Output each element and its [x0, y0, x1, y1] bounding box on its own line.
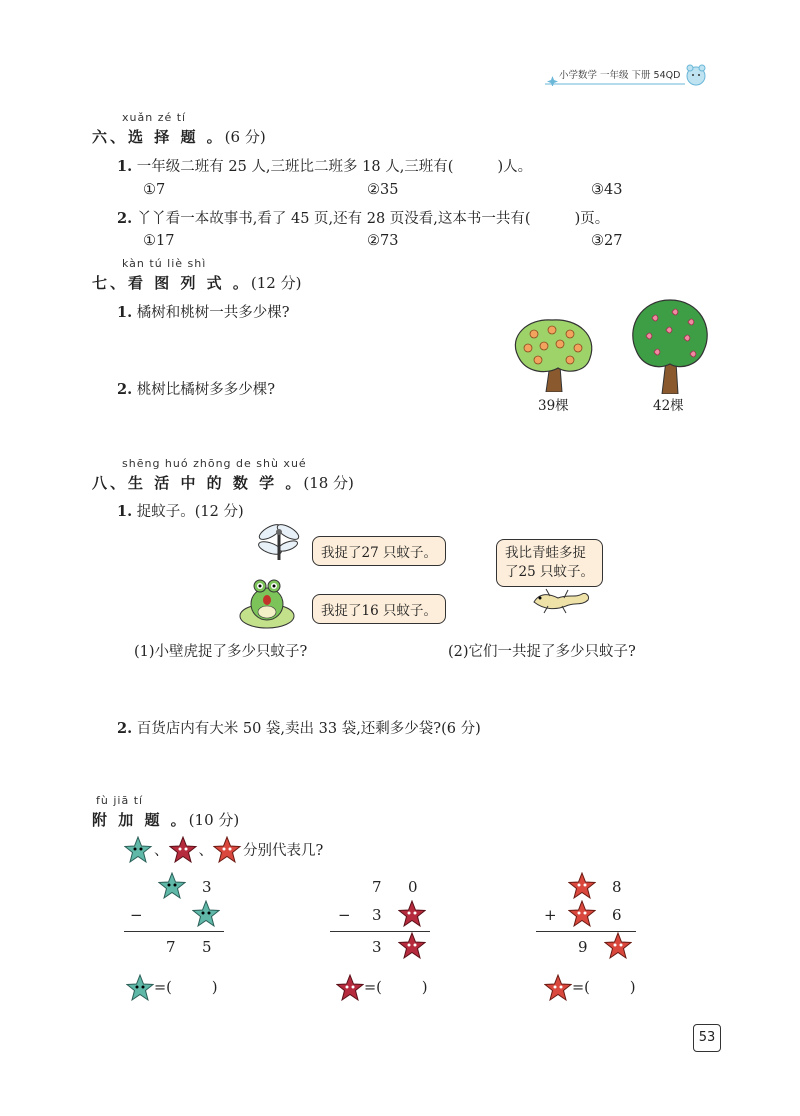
puzzle2-mid-digit: 3 [372, 906, 382, 924]
section6-pinyin: xuǎn zé tí [122, 111, 187, 124]
dragonfly-speech-bubble: 我捉了27 只蚊子。 [312, 536, 446, 566]
puzzle1-operator: − [130, 906, 143, 924]
puzzle3-mid-digit: 6 [612, 906, 622, 924]
puzzle2-operator: − [338, 906, 351, 924]
q1-option-2[interactable]: ②35 [367, 182, 399, 198]
red-starfish-icon [169, 836, 199, 866]
puzzle1-top-digit: 3 [202, 878, 212, 896]
section8-title: 八、生 活 中 的 数 学 。(18 分) [92, 474, 354, 492]
dragonfly-icon [256, 522, 302, 562]
gecko-icon [530, 586, 592, 614]
puzzle2-red-star-mid [398, 900, 426, 928]
puzzle2-top-ones: 0 [408, 878, 418, 896]
gecko-bubble-line1: 我比青蛙多捉 [505, 545, 586, 561]
header-text: 小学数学 一年级 下册 54QD [559, 70, 681, 81]
puzzle3-result-tens: 9 [578, 938, 588, 956]
puzzle3-answer-star [544, 974, 572, 1002]
q2-option-1[interactable]: ①17 [143, 233, 175, 249]
orange-tree-count: 39棵 [538, 398, 569, 414]
teal-starfish-icon [124, 836, 154, 866]
section6-title: 六、选 择 题 。(6 分) [92, 128, 266, 146]
puzzle1-result-tens: 7 [166, 938, 176, 956]
bonus-question [124, 836, 323, 866]
peach-tree-count: 42棵 [653, 398, 684, 414]
puzzle1-answer: =( ) [126, 974, 217, 1002]
section8-sub2: (2)它们一共捉了多少只蚊子? [448, 644, 636, 660]
frog-speech-bubble: 我捉了16 只蚊子。 [312, 594, 446, 624]
bonus-question-text: 分别代表几? [243, 843, 324, 859]
section7-q2: 2. 桃树比橘树多多少棵? [117, 381, 276, 398]
bear-icon [685, 64, 707, 86]
orange-starfish-icon [213, 836, 243, 866]
puzzle2-red-star-result [398, 932, 426, 960]
section8-q2: 2. 百货店内有大米 50 袋,卖出 33 袋,还剩多少袋?(6 分) [117, 720, 481, 737]
puzzle1-result-ones: 5 [202, 938, 212, 956]
puzzle3-orange-star-result [604, 932, 632, 960]
section8-sub1: (1)小壁虎捉了多少只蚊子? [134, 644, 308, 660]
section7-pinyin: kàn tú liè shì [122, 257, 207, 270]
puzzle3-orange-star-top [568, 872, 596, 900]
puzzle3-answer: =( ) [544, 974, 635, 1002]
section7-q1: 1. 橘树和桃树一共多少棵? [117, 304, 290, 321]
puzzle3-orange-star-mid [568, 900, 596, 928]
header-banner [545, 64, 705, 86]
puzzle1-answer-star [126, 974, 154, 1002]
puzzle2-top-tens: 7 [372, 878, 382, 896]
bonus-separator-2: 、 [198, 843, 213, 859]
section6-q2: 2. 丫丫看一本故事书,看了 45 页,还有 28 页没看,这本书一共有( )页。 [117, 210, 610, 227]
gecko-bubble-line2: 了25 只蚊子。 [505, 564, 594, 580]
gecko-speech-bubble [496, 539, 603, 587]
section8-pinyin: shēng huó zhōng de shù xué [122, 457, 307, 470]
peach-tree-icon [628, 298, 712, 394]
puzzle3-top-digit: 8 [612, 878, 622, 896]
page-number: 53 [693, 1024, 721, 1052]
puzzle2-answer-star [336, 974, 364, 1002]
section7-title: 七、看 图 列 式 。(12 分) [92, 274, 302, 292]
q2-option-3[interactable]: ③27 [591, 233, 623, 249]
puzzle1-line [124, 931, 224, 932]
puzzle2-answer: =( ) [336, 974, 427, 1002]
bonus-separator-1: 、 [154, 843, 169, 859]
q2-option-2[interactable]: ②73 [367, 233, 399, 249]
puzzle3-operator: + [544, 906, 557, 924]
puzzle2-result-tens: 3 [372, 938, 382, 956]
orange-tree-icon [508, 316, 598, 392]
section8-q1: 1. 捉蚊子。(12 分) [117, 503, 244, 520]
section6-q1: 1. 一年级二班有 25 人,三班比二班多 18 人,三班有( )人。 [117, 158, 533, 175]
q1-option-3[interactable]: ③43 [591, 182, 623, 198]
bonus-pinyin: fù jiā tí [96, 794, 144, 807]
bonus-title: 附 加 题 。(10 分) [92, 811, 240, 829]
puzzle1-teal-star-top [158, 872, 186, 900]
q1-option-1[interactable]: ①7 [143, 182, 166, 198]
puzzle1-teal-star-bottom [192, 900, 220, 928]
frog-icon [238, 572, 296, 630]
